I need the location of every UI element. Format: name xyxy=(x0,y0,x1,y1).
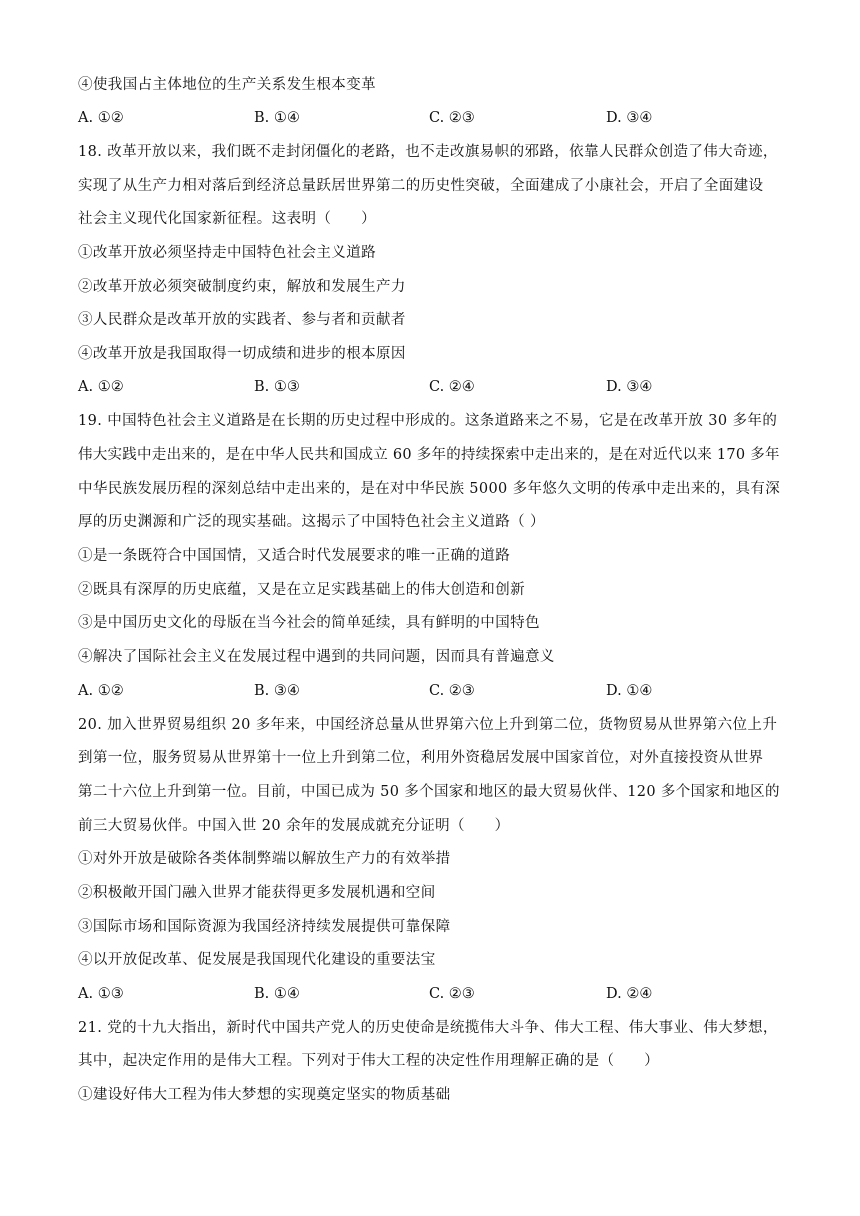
q20-stem-line-3: 第二十六位上升到第一位。目前，中国已成为 50 多个国家和地区的最大贸易伙伴、120 多个国家和地区的 xyxy=(78,784,780,800)
q19-option-a: A. ①② xyxy=(78,683,124,699)
q19-stem-line-2: 伟大实践中走出来的，是在中华人民共和国成立 60 多年的持续探索中走出来的，是在对近代以来 170 多年 xyxy=(78,447,780,463)
q19-option-c: C. ②③ xyxy=(429,683,475,699)
q19-item-1: ①是一条既符合中国国情，又适合时代发展要求的唯一正确的道路 xyxy=(78,548,511,564)
q20-option-b: B. ①④ xyxy=(254,986,300,1002)
q20-stem-line-2: 到第一位，服务贸易从世界第十一位上升到第二位，利用外资稳居发展中国家首位，对外直接投资从世界 xyxy=(78,750,764,766)
q20-stem-line-1: 20. 加入世界贸易组织 20 多年来，中国经济总量从世界第六位上升到第二位，货物贸易从世界第六位上升 xyxy=(78,717,778,733)
q18-stem-line-1: 18. 改革开放以来，我们既不走封闭僵化的老路，也不走改旗易帜的邪路，依靠人民群众创造了伟大奇迹， xyxy=(78,144,778,160)
q18-option-b: B. ①③ xyxy=(254,379,300,395)
q20-item-4: ④以开放促改革、促发展是我国现代化建设的重要法宝 xyxy=(78,952,436,968)
q21-stem-line-2: 其中，起决定作用的是伟大工程。下列对于伟大工程的决定性作用理解正确的是（ ） xyxy=(78,1053,660,1069)
q19-option-d: D. ①④ xyxy=(606,683,653,699)
q20-option-d: D. ②④ xyxy=(606,986,653,1002)
q17-option-b: B. ①④ xyxy=(254,110,300,126)
q20-stem-line-4: 前三大贸易伙伴。中国入世 20 余年的发展成就充分证明（ ） xyxy=(78,818,510,834)
q17-option-a: A. ①② xyxy=(78,110,124,126)
q18-item-2: ②改革开放必须突破制度约束，解放和发展生产力 xyxy=(78,279,406,295)
q20-option-c: C. ②③ xyxy=(429,986,475,1002)
q19-stem-line-4: 厚的历史渊源和广泛的现实基础。这揭示了中国特色社会主义道路（ ） xyxy=(78,514,545,530)
q20-item-1: ①对外开放是破除各类体制弊端以解放生产力的有效举措 xyxy=(78,851,451,867)
q17-option-d: D. ③④ xyxy=(606,110,653,126)
q19-option-b: B. ③④ xyxy=(254,683,300,699)
q18-option-a: A. ①② xyxy=(78,379,124,395)
q19-item-3: ③是中国历史文化的母版在当今社会的简单延续，具有鲜明的中国特色 xyxy=(78,615,540,631)
q18-option-d: D. ③④ xyxy=(606,379,653,395)
q18-item-4: ④改革开放是我国取得一切成绩和进步的根本原因 xyxy=(78,346,406,362)
q20-item-3: ③国际市场和国际资源为我国经济持续发展提供可靠保障 xyxy=(78,919,451,935)
q20-options xyxy=(78,984,798,1004)
q17-options xyxy=(78,108,798,128)
q19-item-4: ④解决了国际社会主义在发展过程中遇到的共同问题，因而具有普遍意义 xyxy=(78,649,555,665)
q17-item-4: ④使我国占主体地位的生产关系发生根本变革 xyxy=(78,77,376,93)
q19-options xyxy=(78,681,798,701)
q18-options xyxy=(78,377,798,397)
q19-stem-line-3: 中华民族发展历程的深刻总结中走出来的，是在对中华民族 5000 多年悠久文明的传承中走出来的，具有深 xyxy=(78,481,781,497)
q19-item-2: ②既具有深厚的历史底蕴，又是在立足实践基础上的伟大创造和创新 xyxy=(78,582,525,598)
q17-option-c: C. ②③ xyxy=(429,110,475,126)
q18-option-c: C. ②④ xyxy=(429,379,475,395)
q20-item-2: ②积极敞开国门融入世界才能获得更多发展机遇和空间 xyxy=(78,885,436,901)
q18-item-1: ①改革开放必须坚持走中国特色社会主义道路 xyxy=(78,245,376,261)
q20-option-a: A. ①③ xyxy=(78,986,124,1002)
q21-item-1: ①建设好伟大工程为伟大梦想的实现奠定坚实的物质基础 xyxy=(78,1087,451,1103)
q18-stem-line-3: 社会主义现代化国家新征程。这表明（ ） xyxy=(78,211,376,227)
q19-stem-line-1: 19. 中国特色社会主义道路是在长期的历史过程中形成的。这条道路来之不易，它是在改革开放 30 多年的 xyxy=(78,413,778,429)
q18-item-3: ③人民群众是改革开放的实践者、参与者和贡献者 xyxy=(78,312,406,328)
q18-stem-line-2: 实现了从生产力相对落后到经济总量跃居世界第二的历史性突破，全面建成了小康社会，开启了全面建设 xyxy=(78,178,764,194)
q21-stem-line-1: 21. 党的十九大指出，新时代中国共产党人的历史使命是统揽伟大斗争、伟大工程、伟大事业、伟大梦想， xyxy=(78,1020,778,1036)
